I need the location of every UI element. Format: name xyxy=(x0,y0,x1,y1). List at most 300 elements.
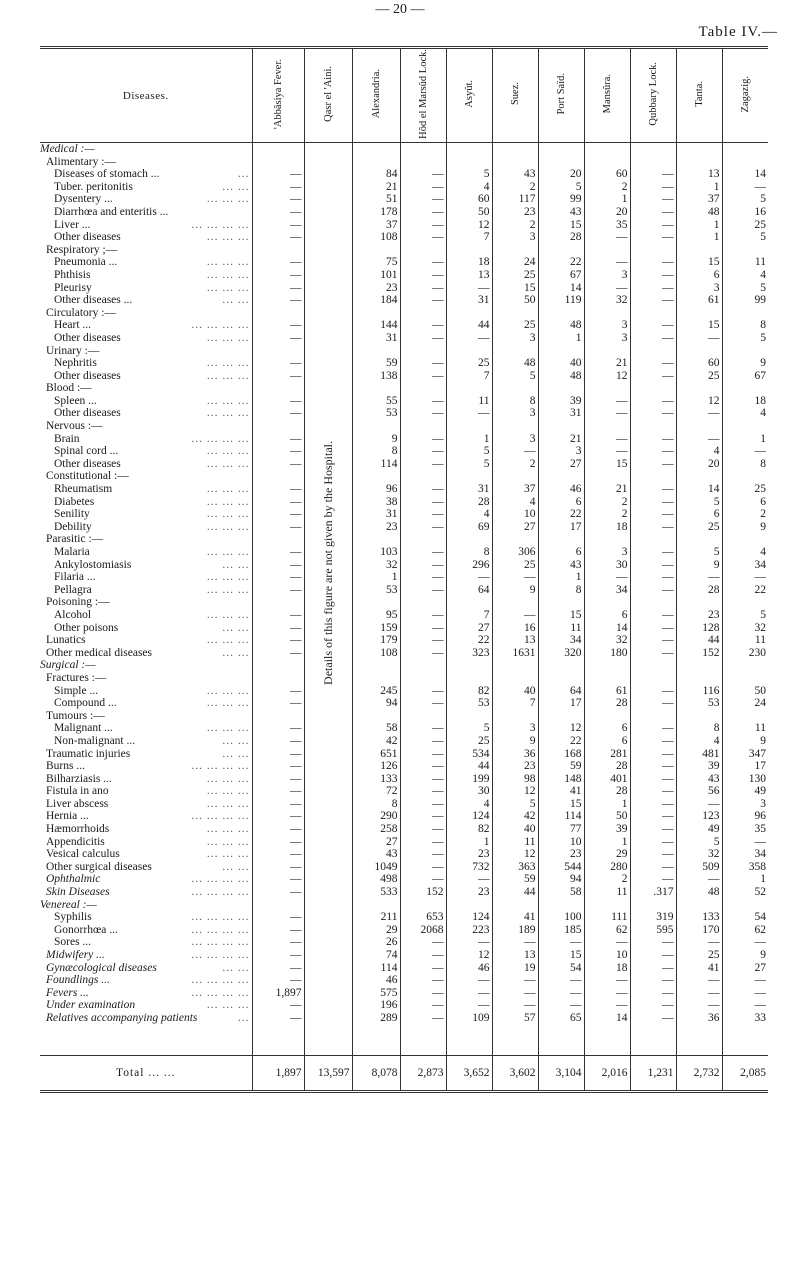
subheading: Alimentary :— xyxy=(46,155,116,168)
value-cell: 62 xyxy=(722,924,768,937)
value-cell: 138 xyxy=(352,370,400,383)
value-cell: 25 xyxy=(676,370,722,383)
value-cell: — xyxy=(400,256,446,269)
disease-name: Burns ... ... ... ... ... xyxy=(46,760,250,773)
value-cell: — xyxy=(630,445,676,458)
value-cell: — xyxy=(400,483,446,496)
value-cell: 58 xyxy=(538,886,584,899)
value-cell: 534 xyxy=(446,748,492,761)
leader-dots: ... ... ... ... xyxy=(191,911,250,924)
empty-cell xyxy=(630,244,676,257)
section-heading: Venereal :— xyxy=(40,898,97,911)
value-cell: 25 xyxy=(492,559,538,572)
value-cell: — xyxy=(400,785,446,798)
value-cell: 33 xyxy=(722,1012,768,1025)
disease-name: Vesical calculus ... ... ... xyxy=(46,848,250,861)
value-cell: — xyxy=(676,987,722,1000)
value-cell: — xyxy=(630,496,676,509)
subheading-row xyxy=(40,156,768,169)
disease-row xyxy=(40,269,768,282)
value-cell: — xyxy=(400,407,446,420)
empty-cell xyxy=(400,244,446,257)
empty-cell xyxy=(400,143,446,156)
value-cell: — xyxy=(252,886,304,899)
value-cell: — xyxy=(400,584,446,597)
empty-cell xyxy=(676,659,722,672)
value-cell: — xyxy=(630,760,676,773)
leader-dots: ... ... ... xyxy=(206,357,250,370)
value-cell: — xyxy=(446,974,492,987)
value-cell: 53 xyxy=(352,407,400,420)
value-cell: 23 xyxy=(492,760,538,773)
disease-name: Alcohol ... ... ... xyxy=(54,608,250,621)
value-cell: — xyxy=(252,559,304,572)
empty-cell xyxy=(630,533,676,546)
value-cell: 6 xyxy=(538,496,584,509)
value-cell: — xyxy=(630,294,676,307)
value-cell: — xyxy=(400,999,446,1012)
disease-row xyxy=(40,256,768,269)
value-cell: 498 xyxy=(352,873,400,886)
subheading-row xyxy=(40,307,768,320)
leader-dots: ... ... ... xyxy=(206,445,250,458)
value-cell: 347 xyxy=(722,748,768,761)
statistics-table-container xyxy=(40,46,768,1093)
subheading: Blood :— xyxy=(46,382,92,395)
empty-cell xyxy=(538,672,584,685)
column-header: Alexandria. xyxy=(352,48,400,143)
value-cell: 23 xyxy=(492,206,538,219)
value-cell: — xyxy=(252,999,304,1012)
value-cell: 128 xyxy=(676,622,722,635)
disease-name: Simple ... ... ... ... xyxy=(54,684,250,697)
value-cell: — xyxy=(252,810,304,823)
empty-cell xyxy=(584,672,630,685)
value-cell: 37 xyxy=(676,193,722,206)
value-cell: 281 xyxy=(584,748,630,761)
value-cell: 23 xyxy=(538,848,584,861)
value-cell: — xyxy=(538,974,584,987)
value-cell: — xyxy=(400,949,446,962)
disease-name: Nephritis ... ... ... xyxy=(54,357,250,370)
value-cell: 5 xyxy=(446,722,492,735)
value-cell: 44 xyxy=(492,886,538,899)
value-cell: — xyxy=(630,785,676,798)
value-cell: — xyxy=(538,936,584,949)
value-cell: — xyxy=(400,458,446,471)
disease-name: Gynæcological diseases ... ... xyxy=(46,961,250,974)
value-cell: 14 xyxy=(584,622,630,635)
empty-cell xyxy=(722,244,768,257)
disease-row xyxy=(40,873,768,886)
empty-cell xyxy=(446,156,492,169)
value-cell: 4 xyxy=(722,407,768,420)
value-cell: 32 xyxy=(676,848,722,861)
value-cell: 119 xyxy=(538,294,584,307)
value-cell: — xyxy=(252,697,304,710)
disease-name: Other surgical diseases ... ... xyxy=(46,860,250,873)
empty-cell xyxy=(492,345,538,358)
leader-dots: ... ... ... ... xyxy=(191,949,250,961)
value-cell: 8 xyxy=(722,458,768,471)
subheading: Constitutional :— xyxy=(46,470,129,483)
value-cell: 5 xyxy=(722,282,768,295)
disease-name: Under examination ... ... ... xyxy=(46,999,250,1012)
value-cell xyxy=(304,836,352,849)
value-cell xyxy=(304,798,352,811)
value-cell: 9 xyxy=(722,949,768,962)
value-cell: 5 xyxy=(538,181,584,194)
disease-row xyxy=(40,987,768,1000)
disease-name: Other diseases ... ... ... xyxy=(54,331,250,344)
value-cell: 245 xyxy=(352,685,400,698)
value-cell: 31 xyxy=(352,332,400,345)
empty-cell xyxy=(722,420,768,433)
value-cell: — xyxy=(630,231,676,244)
value-cell: — xyxy=(630,395,676,408)
value-cell: — xyxy=(252,370,304,383)
value-cell: 2 xyxy=(492,458,538,471)
value-cell: 6 xyxy=(676,269,722,282)
value-cell: — xyxy=(252,193,304,206)
subheading-row xyxy=(40,244,768,257)
section-heading-row xyxy=(40,659,768,672)
value-cell: 2 xyxy=(492,219,538,232)
value-cell: — xyxy=(252,722,304,735)
disease-row xyxy=(40,999,768,1012)
value-cell xyxy=(304,206,352,219)
value-cell: — xyxy=(252,496,304,509)
value-cell: 27 xyxy=(722,962,768,975)
value-cell: — xyxy=(400,294,446,307)
value-cell: 23 xyxy=(352,521,400,534)
value-cell: — xyxy=(446,999,492,1012)
disease-row xyxy=(40,748,768,761)
value-cell: 533 xyxy=(352,886,400,899)
value-cell: 32 xyxy=(352,559,400,572)
empty-cell xyxy=(630,156,676,169)
value-cell: — xyxy=(252,332,304,345)
disease-row xyxy=(40,332,768,345)
disease-name: Traumatic injuries ... ... xyxy=(46,747,250,760)
value-cell: — xyxy=(252,521,304,534)
value-cell: 34 xyxy=(538,634,584,647)
leader-dots: ... xyxy=(237,168,250,181)
value-cell: — xyxy=(400,697,446,710)
empty-cell xyxy=(252,596,304,609)
empty-cell xyxy=(492,533,538,546)
disease-name: Compound ... ... ... ... xyxy=(54,697,250,710)
value-cell: 28 xyxy=(584,785,630,798)
value-cell: 1 xyxy=(676,181,722,194)
value-cell: — xyxy=(584,395,630,408)
disease-row xyxy=(40,282,768,295)
value-cell: — xyxy=(722,974,768,987)
leader-dots: ... ... ... xyxy=(206,835,250,848)
empty-cell xyxy=(352,420,400,433)
value-cell: 6 xyxy=(676,508,722,521)
value-cell: 48 xyxy=(676,206,722,219)
empty-cell xyxy=(252,710,304,723)
value-cell: 43 xyxy=(538,206,584,219)
disease-row xyxy=(40,508,768,521)
empty-cell xyxy=(492,143,538,156)
empty-cell xyxy=(492,307,538,320)
value-cell: 12 xyxy=(446,219,492,232)
subheading-row xyxy=(40,672,768,685)
value-cell: 8 xyxy=(492,395,538,408)
column-header: 'Abbâsiya Fever. xyxy=(252,48,304,143)
value-cell: 60 xyxy=(446,193,492,206)
value-cell: 18 xyxy=(584,521,630,534)
value-cell: 17 xyxy=(538,521,584,534)
value-cell: 14 xyxy=(722,168,768,181)
disease-name: Senility ... ... ... xyxy=(54,508,250,521)
value-cell: — xyxy=(400,798,446,811)
disease-row xyxy=(40,798,768,811)
disease-name: Ankylostomiasis ... ... xyxy=(54,558,250,571)
empty-cell xyxy=(722,659,768,672)
value-cell: 27 xyxy=(538,458,584,471)
value-cell xyxy=(304,256,352,269)
value-cell: — xyxy=(630,685,676,698)
empty-cell xyxy=(304,143,352,156)
value-cell: 96 xyxy=(722,810,768,823)
leader-dots: ... ... ... xyxy=(206,772,250,785)
empty-cell xyxy=(252,345,304,358)
disease-name: Liver ... ... ... ... ... xyxy=(54,218,250,231)
value-cell: 60 xyxy=(676,357,722,370)
empty-cell xyxy=(676,143,722,156)
value-cell: 12 xyxy=(538,722,584,735)
value-cell: 32 xyxy=(584,634,630,647)
value-cell: 653 xyxy=(400,911,446,924)
disease-name: Midwifery ... ... ... ... ... xyxy=(46,949,250,961)
value-cell xyxy=(304,987,352,1000)
value-cell: — xyxy=(400,332,446,345)
value-cell: 53 xyxy=(676,697,722,710)
empty-cell xyxy=(722,672,768,685)
value-cell: — xyxy=(446,332,492,345)
value-cell: — xyxy=(252,873,304,886)
value-cell: 5 xyxy=(722,609,768,622)
value-cell: 9 xyxy=(492,735,538,748)
empty-cell xyxy=(584,156,630,169)
value-cell: — xyxy=(630,584,676,597)
value-cell: 114 xyxy=(352,962,400,975)
value-cell xyxy=(304,974,352,987)
value-cell: 1 xyxy=(584,193,630,206)
value-cell: — xyxy=(252,231,304,244)
value-cell: — xyxy=(584,571,630,584)
value-cell: 4 xyxy=(722,269,768,282)
empty-cell xyxy=(584,470,630,483)
disease-row xyxy=(40,458,768,471)
value-cell: — xyxy=(252,823,304,836)
disease-row xyxy=(40,911,768,924)
empty-cell xyxy=(630,382,676,395)
empty-cell xyxy=(446,710,492,723)
value-cell: 4 xyxy=(676,735,722,748)
empty-cell xyxy=(304,345,352,358)
leader-dots: ... ... ... xyxy=(206,634,250,647)
value-cell: 4 xyxy=(492,496,538,509)
value-cell: .317 xyxy=(630,886,676,899)
disease-row xyxy=(40,206,768,219)
value-cell: — xyxy=(400,1012,446,1025)
empty-cell xyxy=(676,1025,722,1056)
value-cell xyxy=(304,823,352,836)
value-cell: — xyxy=(492,571,538,584)
value-cell: 15 xyxy=(584,458,630,471)
empty-cell xyxy=(630,1025,676,1056)
value-cell: 8 xyxy=(352,445,400,458)
value-cell: 54 xyxy=(538,962,584,975)
value-cell: 16 xyxy=(722,206,768,219)
empty-cell xyxy=(446,420,492,433)
leader-dots: ... ... ... xyxy=(206,608,250,621)
disease-name: Hernia ... ... ... ... ... xyxy=(46,810,250,823)
value-cell: 13 xyxy=(446,269,492,282)
disease-row xyxy=(40,697,768,710)
disease-name: Diabetes ... ... ... xyxy=(54,495,250,508)
value-cell: 1 xyxy=(722,873,768,886)
value-cell: 114 xyxy=(352,458,400,471)
value-cell: — xyxy=(252,395,304,408)
value-cell: 24 xyxy=(492,256,538,269)
subheading-row xyxy=(40,710,768,723)
empty-cell xyxy=(446,596,492,609)
value-cell: — xyxy=(584,256,630,269)
disease-name: Relatives accompanying patients ... xyxy=(46,1011,250,1024)
empty-cell xyxy=(252,420,304,433)
disease-name: Fistula in ano ... ... ... xyxy=(46,785,250,798)
value-cell: — xyxy=(400,508,446,521)
leader-dots: ... ... ... xyxy=(206,457,250,470)
value-cell: 180 xyxy=(584,647,630,660)
value-cell: 230 xyxy=(722,647,768,660)
value-cell: — xyxy=(400,861,446,874)
value-cell: 12 xyxy=(492,785,538,798)
value-cell: 29 xyxy=(352,924,400,937)
value-cell: 544 xyxy=(538,861,584,874)
total-value: 1,897 xyxy=(252,1055,304,1091)
value-cell: 36 xyxy=(676,1012,722,1025)
empty-cell xyxy=(304,244,352,257)
value-cell: 6 xyxy=(538,546,584,559)
empty-cell xyxy=(400,659,446,672)
value-cell: — xyxy=(252,357,304,370)
disease-row xyxy=(40,810,768,823)
empty-cell xyxy=(676,345,722,358)
disease-name: Non-malignant ... ... ... xyxy=(54,734,250,747)
leader-dots: ... ... ... ... xyxy=(191,923,250,936)
value-cell xyxy=(304,924,352,937)
empty-cell xyxy=(722,533,768,546)
value-cell: 23 xyxy=(446,886,492,899)
disease-row xyxy=(40,936,768,949)
empty-cell xyxy=(352,533,400,546)
value-cell: 12 xyxy=(584,370,630,383)
value-cell xyxy=(304,848,352,861)
empty-cell xyxy=(352,345,400,358)
value-cell: — xyxy=(630,181,676,194)
empty-cell xyxy=(722,345,768,358)
empty-cell xyxy=(630,899,676,912)
total-value: 2,085 xyxy=(722,1055,768,1091)
value-cell: 30 xyxy=(584,559,630,572)
leader-dots: ... xyxy=(237,1011,250,1024)
value-cell: — xyxy=(630,798,676,811)
empty-cell xyxy=(538,659,584,672)
value-cell: — xyxy=(630,370,676,383)
disease-row xyxy=(40,219,768,232)
diseases-header: Diseases. xyxy=(40,48,252,143)
value-cell: — xyxy=(630,836,676,849)
empty-cell xyxy=(446,470,492,483)
disease-name: Liver abscess ... ... ... xyxy=(46,797,250,810)
disease-row xyxy=(40,181,768,194)
disease-row xyxy=(40,647,768,660)
disease-name: Lunatics ... ... ... xyxy=(46,634,250,647)
empty-cell xyxy=(538,345,584,358)
value-cell: 306 xyxy=(492,546,538,559)
empty-cell xyxy=(584,244,630,257)
value-cell: 6 xyxy=(722,496,768,509)
value-cell: — xyxy=(400,357,446,370)
empty-cell xyxy=(492,659,538,672)
value-cell: — xyxy=(252,256,304,269)
disease-name: Rheumatism ... ... ... xyxy=(54,483,250,496)
disease-name: Diseases of stomach ... ... xyxy=(54,168,250,181)
leader-dots: ... ... ... ... xyxy=(191,319,250,332)
value-cell: 3 xyxy=(584,269,630,282)
value-cell: — xyxy=(676,433,722,446)
leader-dots: ... ... ... xyxy=(206,495,250,508)
value-cell: 82 xyxy=(446,823,492,836)
empty-cell xyxy=(722,382,768,395)
empty-cell xyxy=(352,899,400,912)
value-cell: 144 xyxy=(352,319,400,332)
value-cell: — xyxy=(252,848,304,861)
value-cell: — xyxy=(630,773,676,786)
value-cell: 25 xyxy=(492,269,538,282)
value-cell: 42 xyxy=(492,810,538,823)
value-cell: 22 xyxy=(538,735,584,748)
empty-cell xyxy=(584,307,630,320)
column-header: Suez. xyxy=(492,48,538,143)
empty-cell xyxy=(492,1025,538,1056)
value-cell: — xyxy=(676,873,722,886)
value-cell: 9 xyxy=(722,357,768,370)
section-heading: Surgical :— xyxy=(40,659,96,672)
value-cell: 44 xyxy=(676,634,722,647)
value-cell xyxy=(304,269,352,282)
value-cell: — xyxy=(252,936,304,949)
value-cell: 117 xyxy=(492,193,538,206)
value-cell: 52 xyxy=(722,886,768,899)
value-cell: — xyxy=(400,571,446,584)
value-cell: — xyxy=(252,836,304,849)
value-cell: — xyxy=(722,936,768,949)
empty-cell xyxy=(676,244,722,257)
value-cell: — xyxy=(630,571,676,584)
value-cell: 58 xyxy=(352,722,400,735)
value-cell: 28 xyxy=(584,760,630,773)
value-cell: — xyxy=(252,168,304,181)
value-cell: 179 xyxy=(352,634,400,647)
value-cell: 13 xyxy=(492,949,538,962)
